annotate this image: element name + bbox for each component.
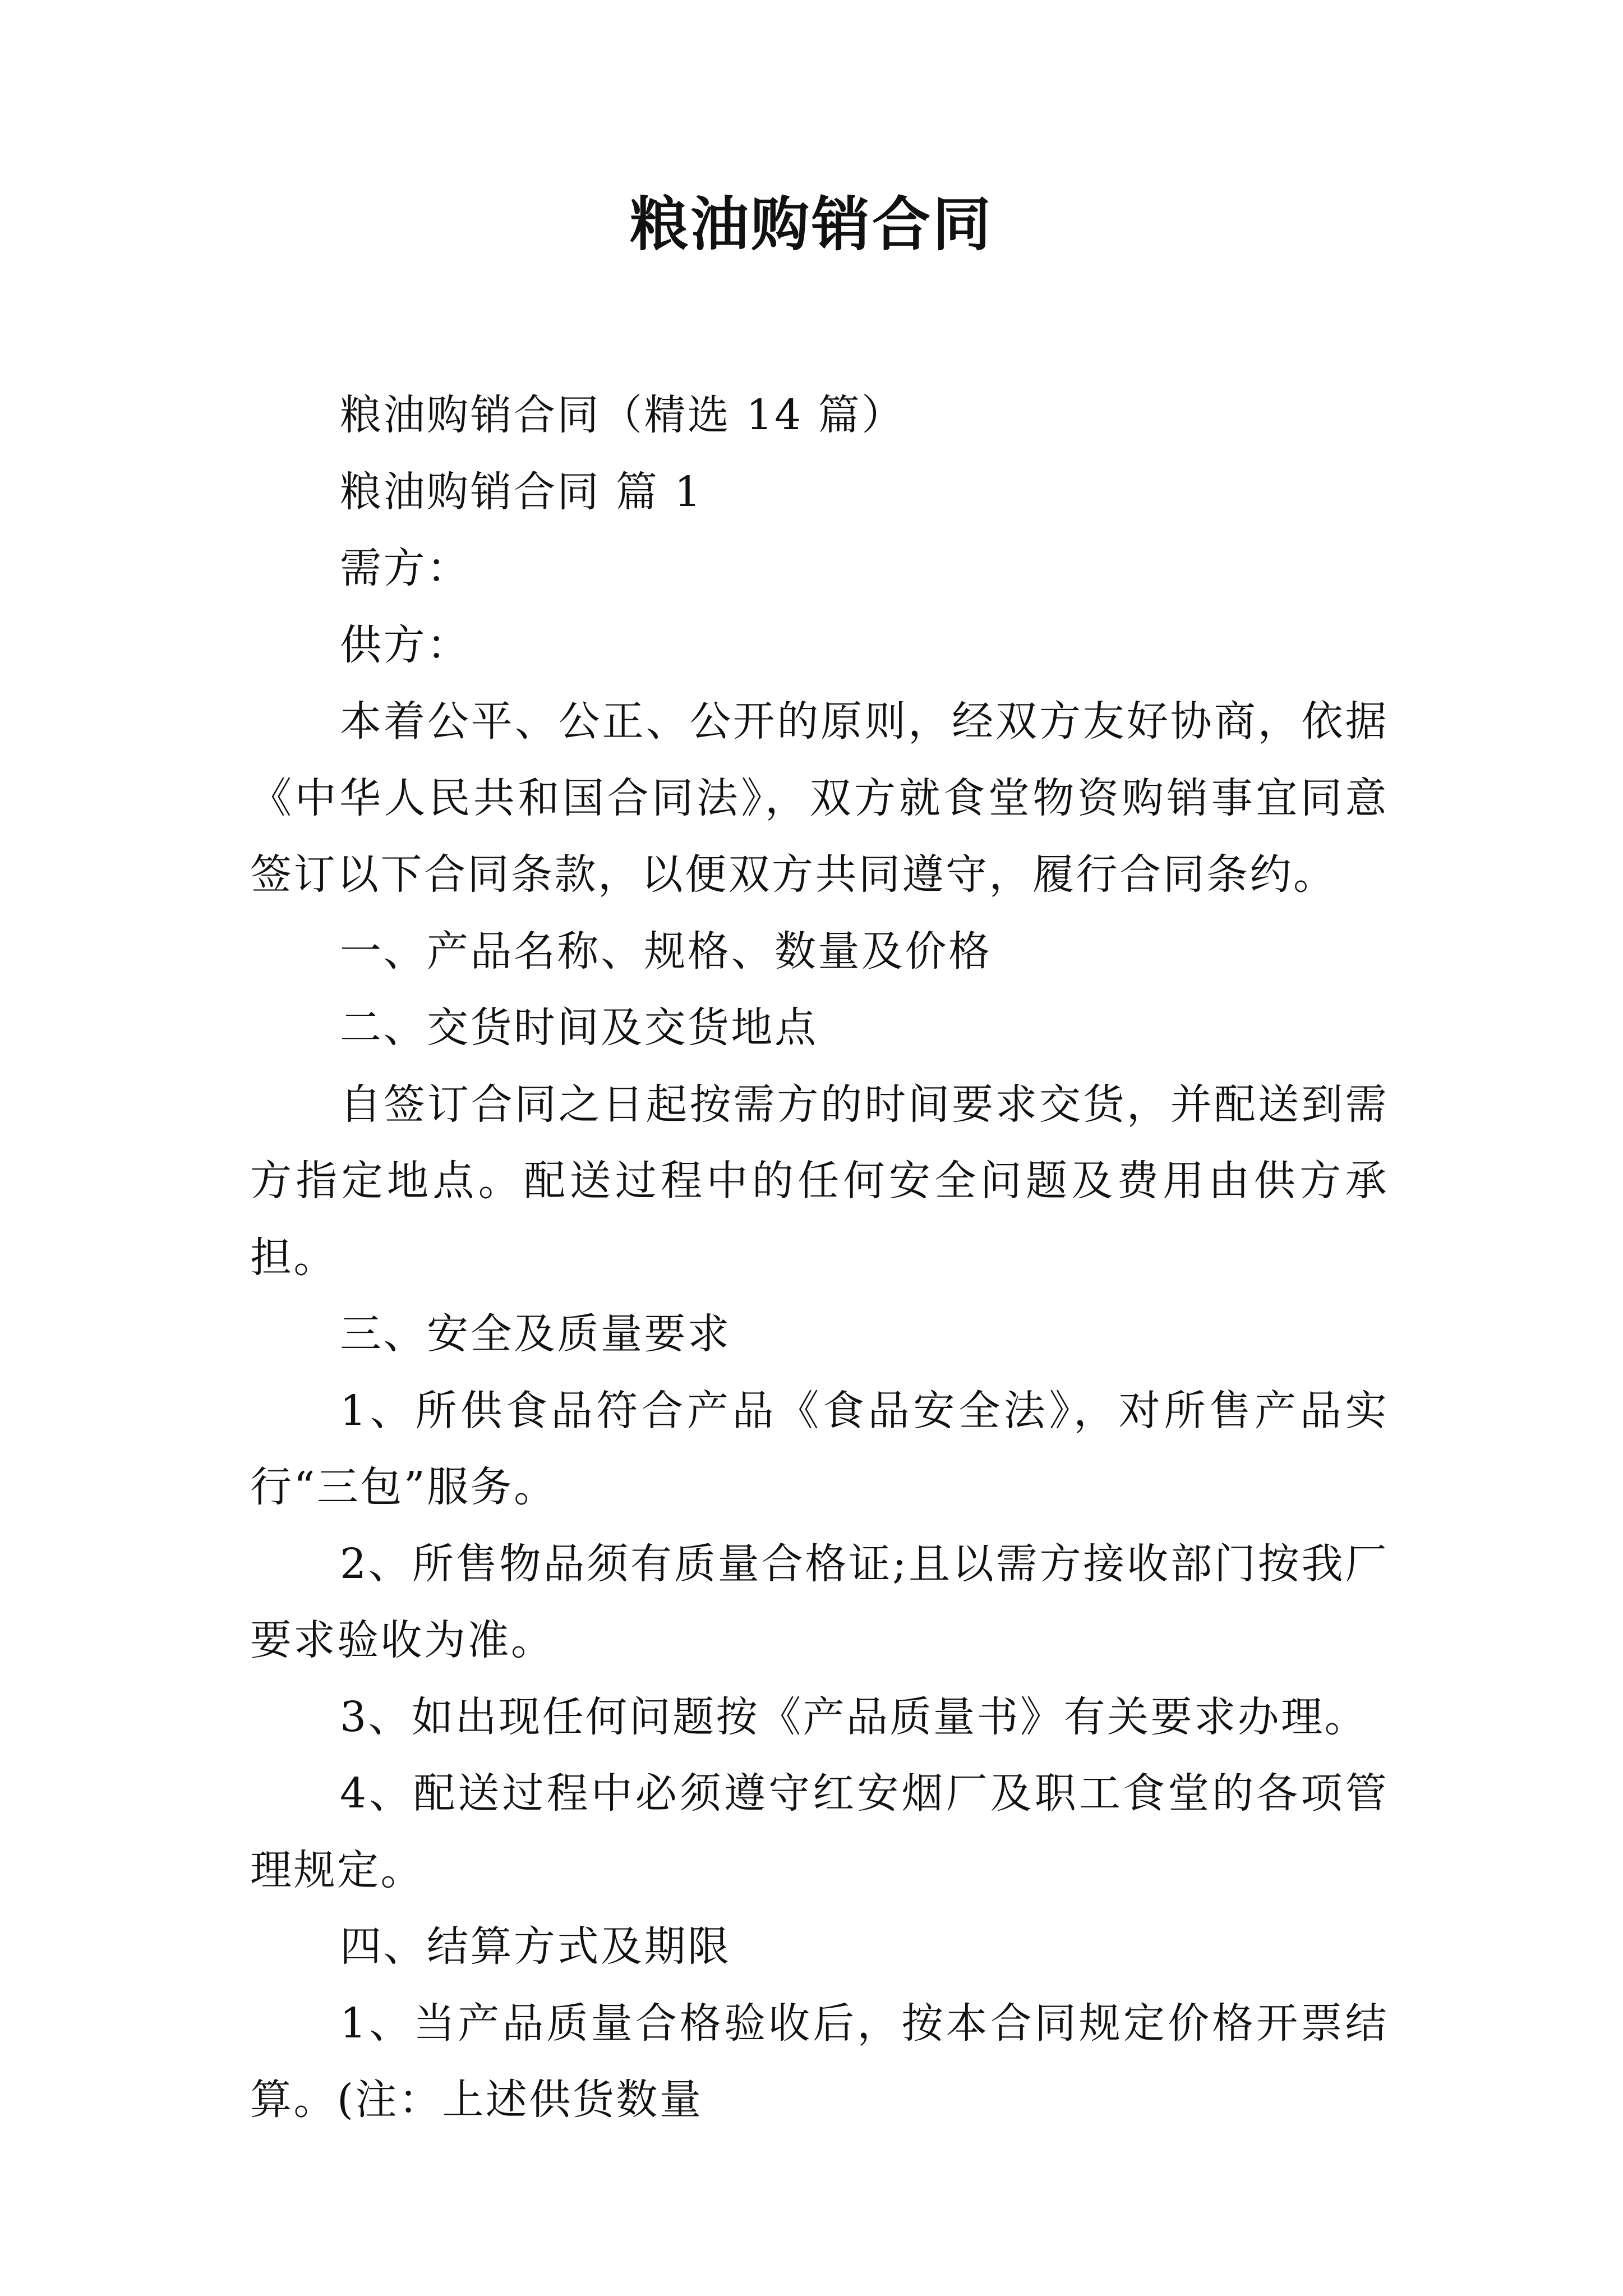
paragraph-clause-3: 三、安全及质量要求 xyxy=(340,1310,731,1358)
paragraph-supplier: 供方： xyxy=(340,620,471,669)
paragraph-item-3-1: 1、所供食品符合产品《食品安全法》，对所售产品实行“三包”服务。 xyxy=(250,1386,1389,1511)
paragraph-clause-4: 四、结算方式及期限 xyxy=(340,1922,731,1971)
paragraph-clause-1: 一、产品名称、规格、数量及价格 xyxy=(340,927,992,976)
paragraph-section-heading: 粮油购销合同 篇 1 xyxy=(340,467,703,516)
paragraph-item-3-3: 3、如出现任何问题按《产品质量书》有关要求办理。 xyxy=(340,1692,1368,1741)
paragraph-clause-2: 二、交货时间及交货地点 xyxy=(340,1004,818,1052)
document-title: 粮油购销合同 xyxy=(629,190,993,259)
paragraph-subtitle: 粮油购销合同（精选 14 篇） xyxy=(340,391,905,439)
paragraph-item-3-2: 2、所售物品须有质量合格证;且以需方接收部门按我厂要求验收为准。 xyxy=(250,1539,1389,1664)
document-body xyxy=(250,377,1389,2138)
paragraph-buyer: 需方： xyxy=(340,544,471,592)
paragraph-item-3-4: 4、配送过程中必须遵守红安烟厂及职工食堂的各项管理规定。 xyxy=(250,1769,1389,1894)
paragraph-delivery: 自签订合同之日起按需方的时间要求交货，并配送到需方指定地点。配送过程中的任何安全问题及费用由供方承担。 xyxy=(250,1080,1389,1282)
paragraph-preamble: 本着公平、公正、公开的原则，经双方友好协商，依据《中华人民共和国合同法》，双方就食堂物资购销事宜同意签订以下合同条款，以便双方共同遵守，履行合同条约。 xyxy=(250,697,1389,899)
paragraph-item-4-1: 1、当产品质量合格验收后，按本合同规定价格开票结算。(注：上述供货数量 xyxy=(250,1999,1389,2124)
